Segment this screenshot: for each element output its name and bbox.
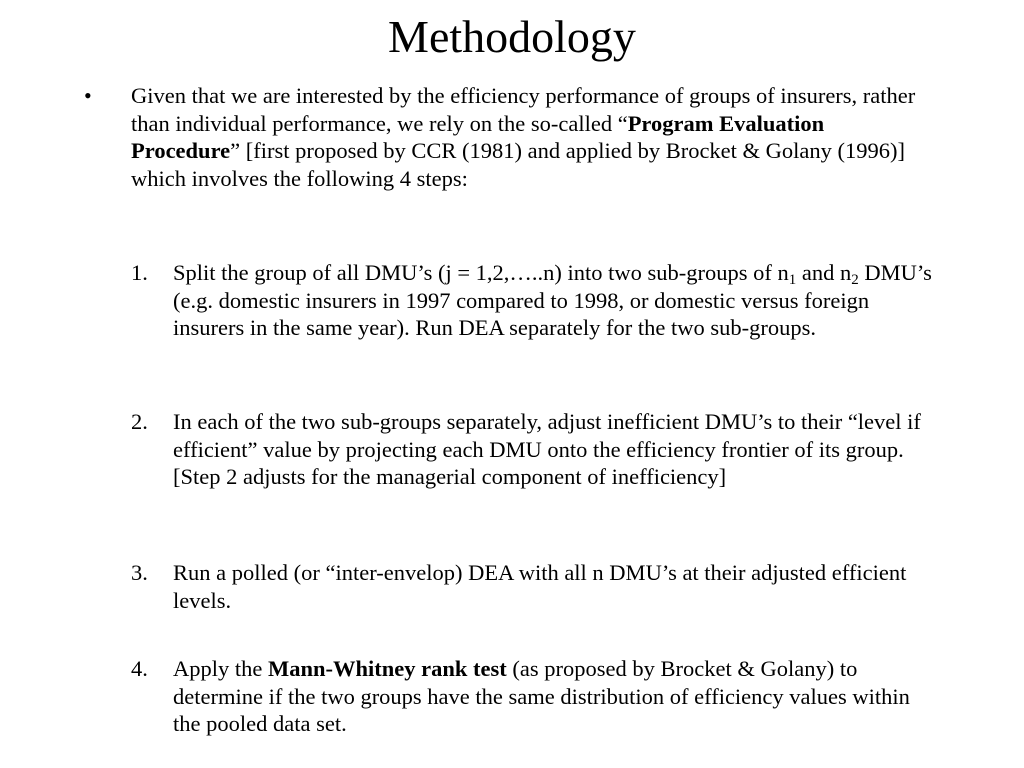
subscript-2: 2 [851, 272, 859, 288]
step-1-text-c: DMU’s (e.g. domestic insurers in 1997 compared to 1998, or domestic versus foreign insurers in the same year). Run DEA separately for the two sub-groups. [173, 260, 932, 340]
intro-text-start: Given that we are interested by the efficiency performance of groups of insurers, rather than individual performance, we rely on the so-called “ [131, 83, 916, 136]
step-text [173, 655, 938, 738]
step-text [173, 259, 938, 342]
program-evaluation-procedure-term: Program Evaluation Procedure [131, 110, 825, 163]
step-text: In each of the two sub-groups separately, adjust inefficient DMU’s to their “level if efficient” value by projecting each DMU onto the efficiency frontier of its group. [Step 2 adjusts for the managerial component of inefficiency] [173, 409, 921, 489]
step-number: 3. [131, 560, 148, 585]
step-4-text-end: (as proposed by Brocket & Golany) to determine if the two groups have the same distribution of efficiency values within the pooled data set. [173, 656, 910, 736]
step-4-text-start: Apply the [173, 656, 268, 681]
step-text: Run a polled (or “inter-envelop) DEA with all n DMU’s at their adjusted efficient levels. [173, 560, 907, 613]
intro-text-end: ” [first proposed by CCR (1981) and applied by Brocket & Golany (1996)] which involves the following 4 steps: [131, 138, 906, 191]
slide-title: Methodology [388, 11, 636, 62]
step-number: 2. [131, 409, 148, 434]
intro-paragraph [131, 82, 921, 192]
bullet-marker: • [84, 83, 92, 108]
step-1-text-a: Split the group of all DMU’s (j = 1,2,…..n) into two sub-groups of n [173, 260, 789, 285]
subscript-1: 1 [788, 272, 797, 288]
step-number: 1. [131, 260, 148, 285]
step-number: 4. [131, 656, 148, 681]
step-1-text-b: and n [796, 260, 852, 285]
mann-whitney-term: Mann-Whitney rank test [268, 656, 507, 681]
